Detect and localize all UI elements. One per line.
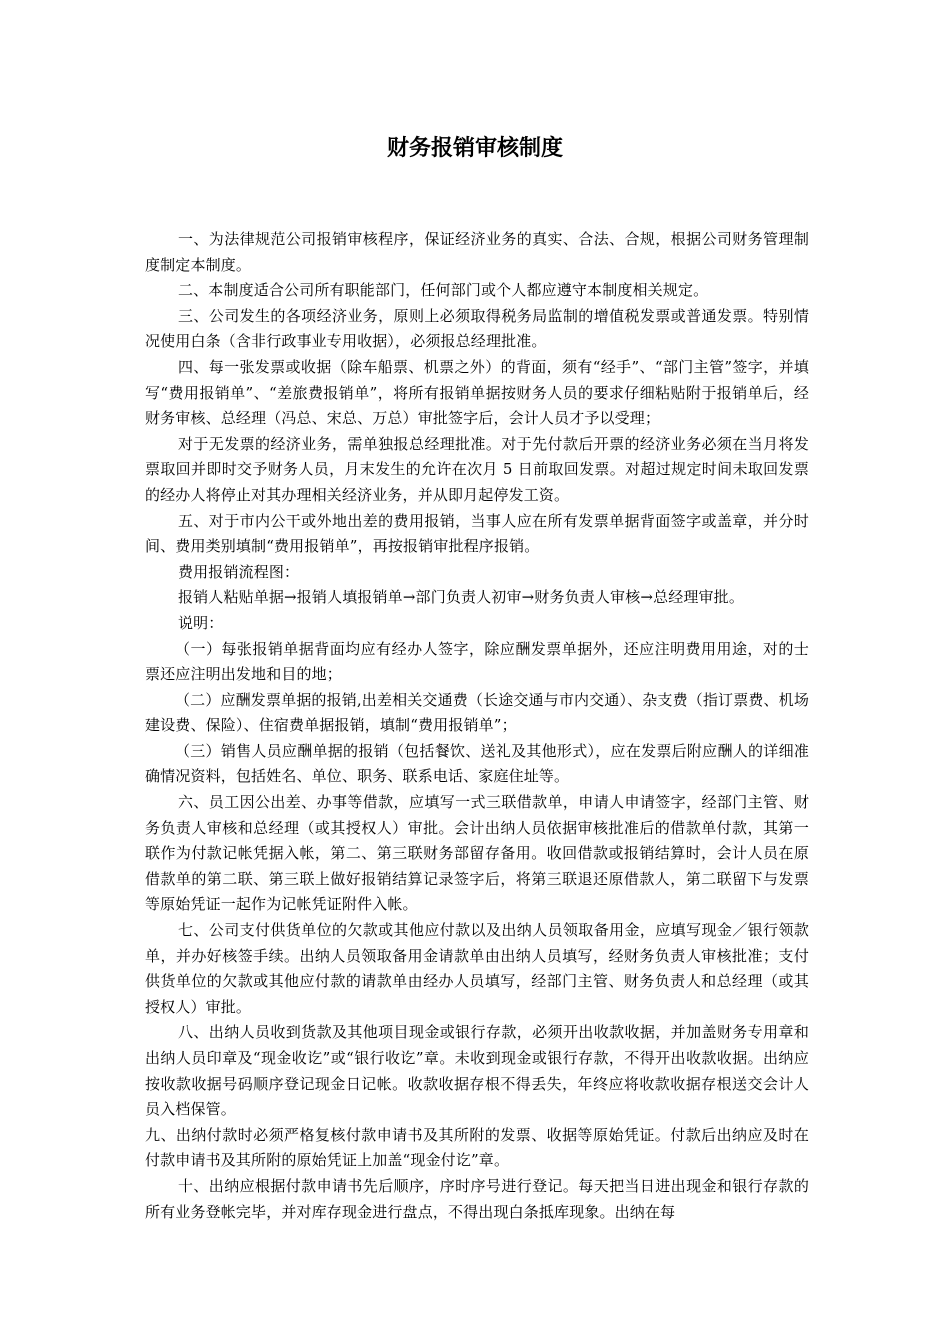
paragraph-14: 七、公司支付供货单位的欠款或其他应付款以及出纳人员领取备用金，应填写现金／银行领款单，并办好核签手续。出纳人员领取备用金请款单由出纳人员填写，经财务负责人审核批准；支付供货单位的欠款或其他应付款的请款单由经办人员填写，经部门主管、财务负责人和总经理（或其授权人）审批。	[145, 921, 809, 1016]
paragraph-4: 四、每一张发票或收据（除车船票、机票之外）的背面，须有“经手”、“部门主管”签字，并填写“费用报销单”、“差旅费报销单”，将所有报销单据按财务人员的要求仔细粘贴附于报销单后，经财务审核、总经理（冯总、宋总、万总）审批签字后，会计人员才予以受理；	[145, 357, 809, 428]
paragraph-12: （三）销售人员应酬单据的报销（包括餐饮、送礼及其他形式），应在发票后附应酬人的详细准确情况资料，包括姓名、单位、职务、联系电话、家庭住址等。	[145, 741, 809, 786]
paragraph-17: 十、出纳应根据付款申请书先后顺序，序时序号进行登记。每天把当日进出现金和银行存款的所有业务登帐完毕，并对库存现金进行盘点，不得出现白条抵库现象。出纳在每	[145, 1176, 809, 1221]
paragraph-1: 一、为法律规范公司报销审核程序，保证经济业务的真实、合法、合规，根据公司财务管理制度制定本制度。	[145, 230, 809, 274]
paragraph-2: 二、本制度适合公司所有职能部门，任何部门或个人都应遵守本制度相关规定。	[178, 281, 709, 300]
paragraph-13: 六、员工因公出差、办事等借款，应填写一式三联借款单，申请人申请签字，经部门主管、财务负责人审核和总经理（或其授权人）审批。会计出纳人员依据审核批准后的借款单付款，其第一联作为付款记帐凭据入帐，第二、第三联财务部留存备用。收回借款或报销结算时，会计人员在原借款单的第二联、第三联上做好报销结算记录签字后，将第三联退还原借款人，第二联留下与发票等原始凭证一起作为记帐凭证附件入帐。	[145, 793, 809, 914]
paragraph-3: 三、公司发生的各项经济业务，原则上必须取得税务局监制的增值税发票或普通发票。特别情况使用白条（含非行政事业专用收据），必须报总经理批准。	[145, 306, 809, 351]
paragraph-5: 对于无发票的经济业务，需单独报总经理批准。对于先付款后开票的经济业务必须在当月将发票取回并即时交予财务人员，月末发生的允许在次月 5 日前取回发票。对超过规定时间未取回发票的经办人将停止对其办理相关经济业务，并从即月起停发工资。	[145, 434, 809, 504]
document-body	[145, 227, 809, 1225]
paragraph-10: （一）每张报销单据背面均应有经办人签字，除应酬发票单据外，还应注明费用用途，对的士票还应注明出发地和目的地；	[145, 639, 809, 684]
paragraph-7: 费用报销流程图：	[178, 562, 300, 581]
flow-chart-line: 报销人粘贴单据→报销人填报销单→部门负责人初审→财务负责人审核→总经理审批。	[178, 588, 744, 607]
document-title: 财务报销审核制度	[386, 136, 563, 161]
paragraph-11: （二）应酬发票单据的报销,出差相关交通费（长途交通与市内交通）、杂支费（指订票费、机场建设费、保险）、住宿费单据报销，填制“费用报销单”；	[145, 690, 809, 735]
paragraph-9: 说明：	[178, 613, 224, 632]
paragraph-16: 九、出纳付款时必须严格复核付款申请书及其所附的发票、收据等原始凭证。付款后出纳应及时在付款申请书及其所附的原始凭证上加盖“现金付讫”章。	[145, 1125, 809, 1170]
paragraph-15: 八、出纳人员收到货款及其他项目现金或银行存款，必须开出收款收据，并加盖财务专用章和出纳人员印章及“现金收讫”或“银行收讫”章。未收到现金或银行存款，不得开出收款收据。出纳应按收款收据号码顺序登记现金日记帐。收款收据存根不得丢失，年终应将收款收据存根送交会计人员入档保管。	[145, 1023, 809, 1119]
paragraph-6: 五、对于市内公干或外地出差的费用报销，当事人应在所有发票单据背面签字或盖章，并分时间、费用类别填制“费用报销单”，再按报销审批程序报销。	[145, 511, 809, 556]
